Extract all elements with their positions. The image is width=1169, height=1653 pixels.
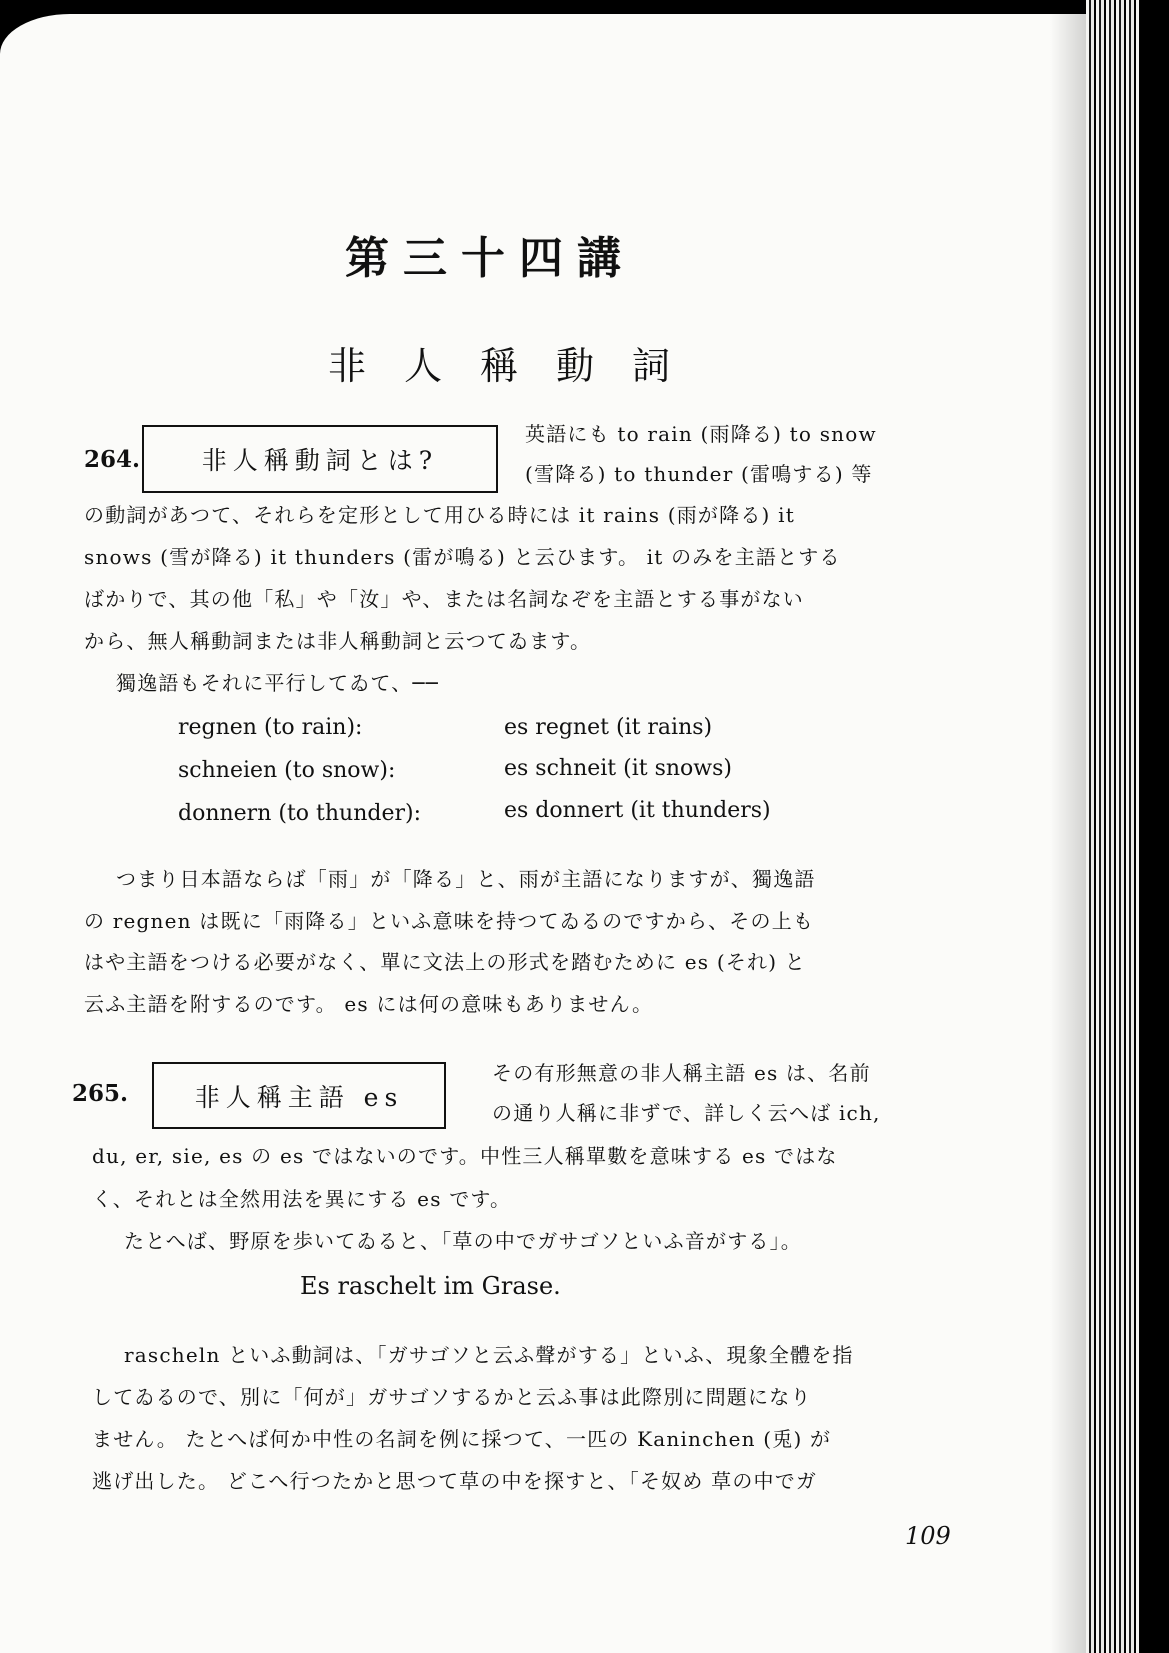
page-edges [1086, 0, 1169, 1653]
example-usage: es schneit (it snows) [504, 756, 733, 781]
section-number: 265. [72, 1080, 129, 1107]
text-line: rascheln といふ動詞は、「ガサゴソと云ふ聲がする」といふ、現象全體を指 [124, 1343, 854, 1367]
example-usage: es regnet (it rains) [504, 715, 713, 740]
section-heading-box [152, 1062, 446, 1129]
chapter-subtitle: 非人稱動詞 [328, 344, 709, 388]
text-line: の通り人稱に非ずで、詳しく云へば ich, [492, 1101, 881, 1125]
text-line: く、それとは全然用法を異にする es です。 [92, 1187, 512, 1211]
text-line: 逃げ出した。 どこへ行つたかと思つて草の中を探すと、「そ奴め 草の中でガ [92, 1469, 818, 1493]
text-line: してゐるので、別に「何が」ガサゴソするかと云ふ事は此際別に問題になり [92, 1385, 812, 1409]
example-usage: es donnert (it thunders) [504, 798, 771, 823]
page-gutter-shadow [1050, 14, 1090, 1653]
example-verb: donnern (to thunder): [178, 801, 421, 826]
section-heading: 非人稱動詞とは? [201, 446, 439, 475]
text-line: たとへば、野原を歩いてゐると、「草の中でガサゴソといふ音がする」。 [124, 1229, 802, 1253]
text-line: 英語にも to rain (雨降る) to snow [525, 422, 877, 446]
text-line: 獨逸語もそれに平行してゐて、── [116, 671, 439, 695]
text-line: はや主語をつける必要がなく、單に文法上の形式を踏むために es (それ) と [84, 950, 806, 974]
section-heading-box [142, 425, 498, 493]
text-line: の動詞があつて、それらを定形として用ひる時には it rains (雨が降る) it [84, 503, 795, 527]
page-number: 109 [905, 1522, 951, 1550]
text-line: から、無人稱動詞または非人稱動詞と云つてゐます。 [84, 629, 592, 653]
text-line: ばかりで、其の他「私」や「汝」や、または名詞なぞを主語とする事がない [84, 587, 804, 611]
chapter-title: 第三十四講 [345, 233, 635, 284]
text-line: の regnen は既に「雨降る」といふ意味を持つてゐるのですから、その上も [84, 909, 815, 933]
text-line: du, er, sie, es の es ではないのです。中性三人稱單數を意味する es ではな [92, 1144, 838, 1168]
text-line: ません。 たとへば何か中性の名詞を例に採つて、一匹の Kaninchen (兎) が [92, 1427, 832, 1451]
text-line: つまり日本語ならば「雨」が「降る」と、雨が主語になりますが、獨逸語 [116, 867, 816, 891]
example-verb: regnen (to rain): [178, 715, 363, 740]
text-line: 云ふ主語を附するのです。 es には何の意味もありません。 [84, 992, 654, 1016]
example-sentence: Es raschelt im Grase. [300, 1272, 561, 1300]
text-line: snows (雪が降る) it thunders (雷が鳴る) と云ひます。 it のみを主語とする [84, 545, 841, 569]
section-number: 264. [84, 446, 141, 473]
text-line: その有形無意の非人稱主語 es は、名前 [492, 1061, 871, 1085]
section-heading: 非人稱主語 es [194, 1082, 404, 1112]
text-line: (雪降る) to thunder (雷鳴する) 等 [525, 462, 873, 486]
example-verb: schneien (to snow): [178, 758, 396, 783]
